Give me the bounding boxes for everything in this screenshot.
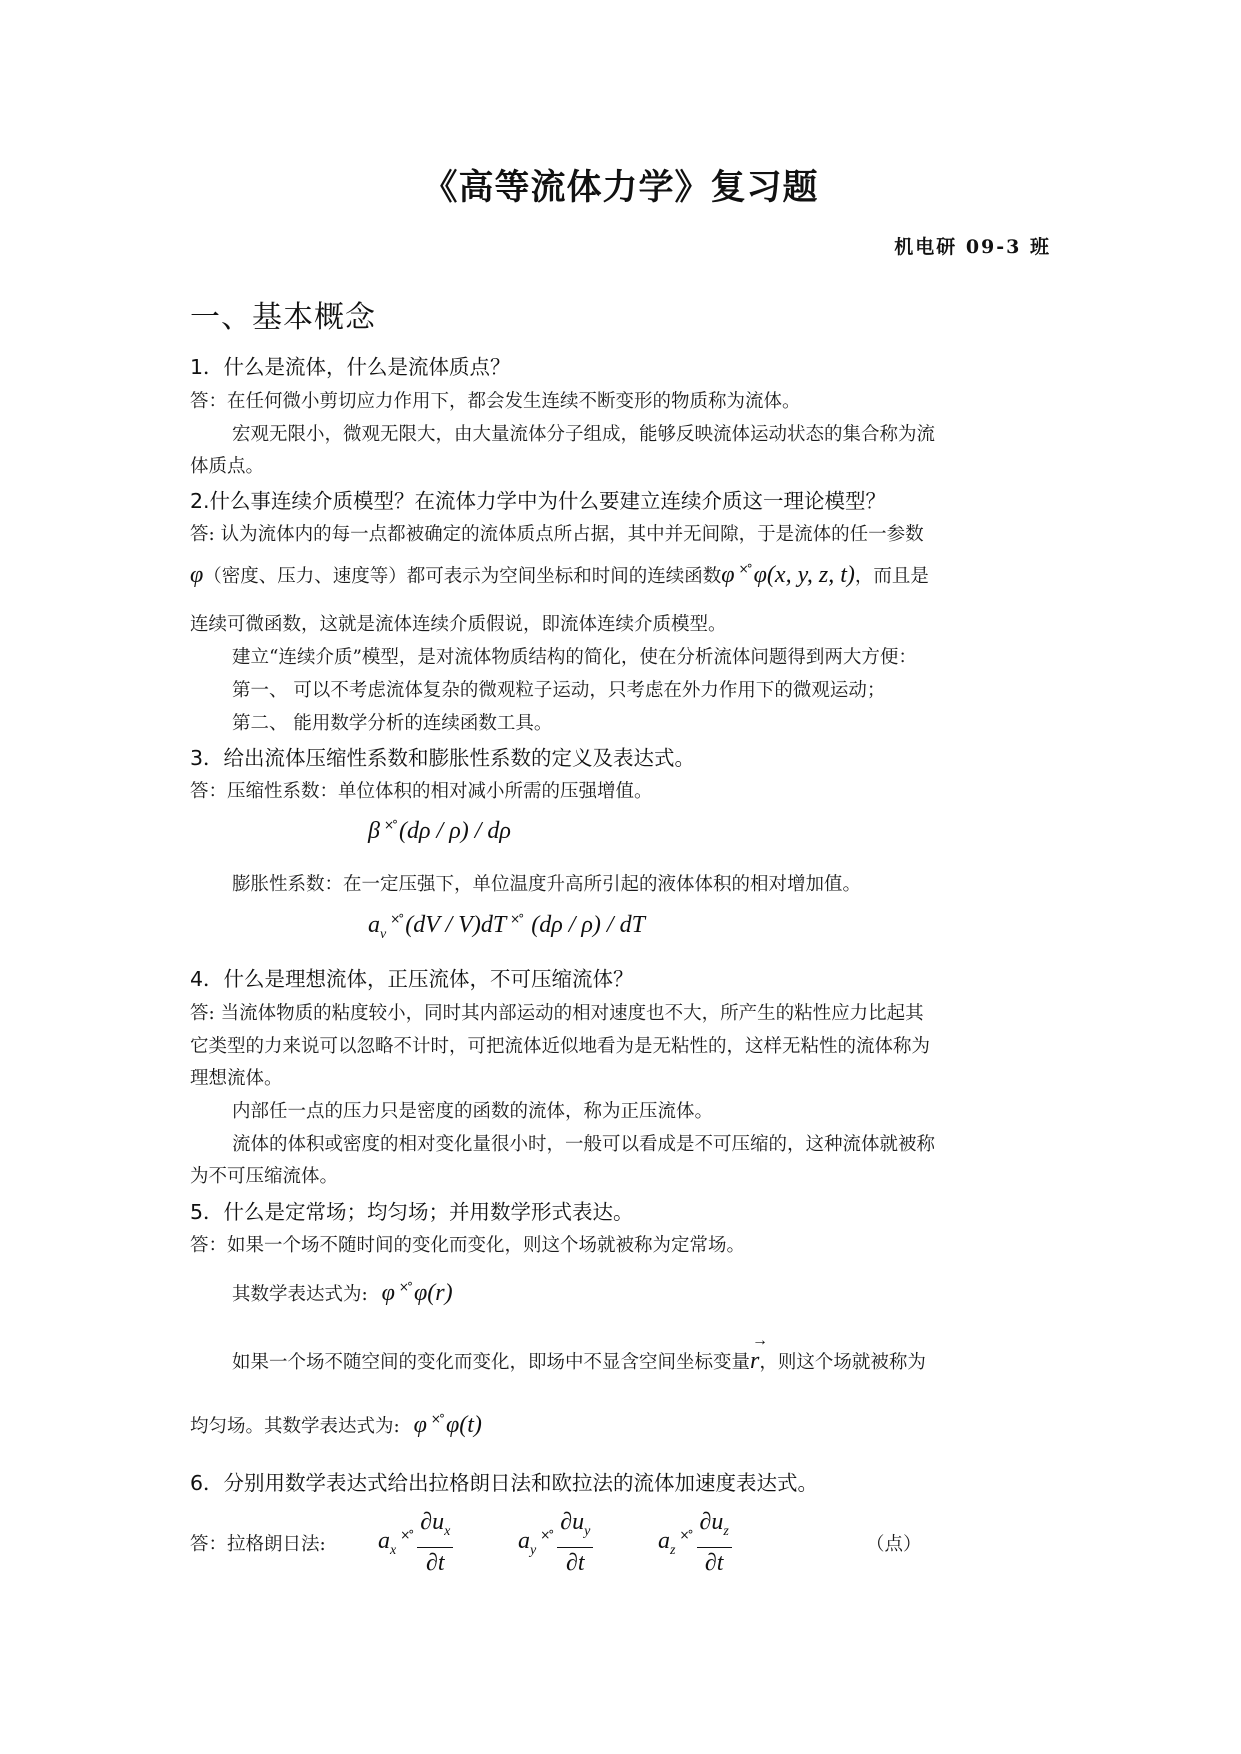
question-3: 3．给出流体压缩性系数和膨胀性系数的定义及表达式。	[190, 746, 696, 770]
answer-2-line-6: 第二、 能用数学分析的连续函数工具。	[232, 713, 553, 734]
answer-4-line-6: 为不可压缩流体。	[190, 1166, 339, 1187]
answer-1-line-2: 宏观无限小，微观无限大，由大量流体分子组成，能够反映流体运动状态的集合称为流	[232, 424, 936, 445]
answer-1-line-3: 体质点。	[190, 456, 265, 477]
formula-lagrange-ax: $a_x^{\times^\circ}$ $\frac{\partial u_x}{\partial t}$	[378, 1507, 455, 1578]
answer-5-line-1: 答：如果一个场不随时间的变化而变化，则这个场就被称为定常场。	[190, 1235, 746, 1256]
phi-symbol: φ	[190, 562, 204, 588]
question-2: 2.什么事连续介质模型？在流体力学中为什么要建立连续介质这一理论模型？	[190, 489, 887, 513]
answer-5-line-2: 其数学表达式为: φ ×° φ(r)	[232, 1280, 453, 1306]
answer-2-line-1: 答: 认为流体内的每一点都被确定的流体质点所占据，其中并无间隙，于是流体的任一参数	[190, 524, 924, 545]
formula-compressibility: β ×° (dρ / ρ) / dρ	[368, 818, 511, 844]
question-1: 1．什么是流体，什么是流体质点？	[190, 355, 511, 379]
answer-2-line-5: 第一、 可以不考虑流体复杂的微观粒子运动，只考虑在外力作用下的微观运动；	[232, 680, 886, 701]
r-vector: → r	[750, 1332, 769, 1374]
answer-3-line-1: 答：压缩性系数：单位体积的相对减小所需的压强增值。	[190, 781, 653, 802]
question-6: 6．分别用数学表达式给出拉格朗日法和欧拉法的流体加速度表达式。	[190, 1471, 819, 1495]
answer-2-line-4: 建立“连续介质”模型，是对流体物质结构的简化，使在分析流体问题得到两大方便：	[232, 647, 917, 668]
formula-uniform-field: φ ×° φ(t)	[413, 1412, 482, 1438]
formula-expansion: $a_v^{\times^\circ}$ (dV / V)dT ×° (dρ / ρ) / dT	[368, 912, 645, 942]
answer-6-note: （点）	[866, 1534, 922, 1555]
answer-2-line-2	[190, 562, 929, 589]
formula-continuous-function: φ ×° φ(x, y, z, t)	[721, 562, 855, 588]
formula-steady-field: φ ×° φ(r)	[381, 1280, 453, 1306]
page-title: 《高等流体力学》复习题	[422, 168, 819, 208]
answer-4-line-5: 流体的体积或密度的相对变化量很小时，一般可以看成是不可压缩的，这种流体就被称	[232, 1134, 936, 1155]
formula-lagrange-az: $a_z^{\times^\circ}$ $\frac{\partial u_z}{\partial t}$	[658, 1507, 734, 1578]
answer-4-line-4: 内部任一点的压力只是密度的函数的流体，称为正压流体。	[232, 1101, 714, 1122]
answer-2-line-3: 连续可微函数，这就是流体连续介质假说，即流体连续介质模型。	[190, 614, 727, 635]
answer-5-line-3: 如果一个场不随空间的变化而变化，即场中不显含空间坐标变量 → r，则这个场就被称为	[232, 1332, 926, 1374]
answer-5-line-4: 均匀场。其数学表达式为: φ ×° φ(t)	[190, 1412, 482, 1438]
question-5: 5．什么是定常场；均匀场；并用数学形式表达。	[190, 1200, 634, 1224]
answer-4-line-2: 它类型的力来说可以忽略不计时，可把流体近似地看为是无粘性的，这样无粘性的流体称为	[190, 1036, 931, 1057]
formula-lagrange-ay: $a_y^{\times^\circ}$ $\frac{\partial u_y}{\partial t}$	[518, 1507, 595, 1578]
answer-2-line-2-text: （密度、压力、速度等）都可表示为空间坐标和时间的连续函数	[203, 566, 722, 587]
answer-3-line-2: 膨胀性系数：在一定压强下，单位温度升高所引起的液体体积的相对增加值。	[232, 874, 862, 895]
question-4: 4．什么是理想流体，正压流体，不可压缩流体？	[190, 967, 634, 991]
answer-2-line-2-tail: ，而且是	[854, 566, 929, 587]
answer-4-line-3: 理想流体。	[190, 1068, 283, 1089]
section-heading: 一、基本概念	[190, 300, 376, 335]
author-class: 机电研 09-3 班	[894, 236, 1051, 258]
answer-6-label: 答：拉格朗日法:	[190, 1534, 326, 1555]
answer-4-line-1: 答: 当流体物质的粘度较小，同时其内部运动的相对速度也不大，所产生的粘性应力比起其	[190, 1003, 924, 1024]
answer-1-line-1: 答：在任何微小剪切应力作用下，都会发生连续不断变形的物质称为流体。	[190, 391, 801, 412]
